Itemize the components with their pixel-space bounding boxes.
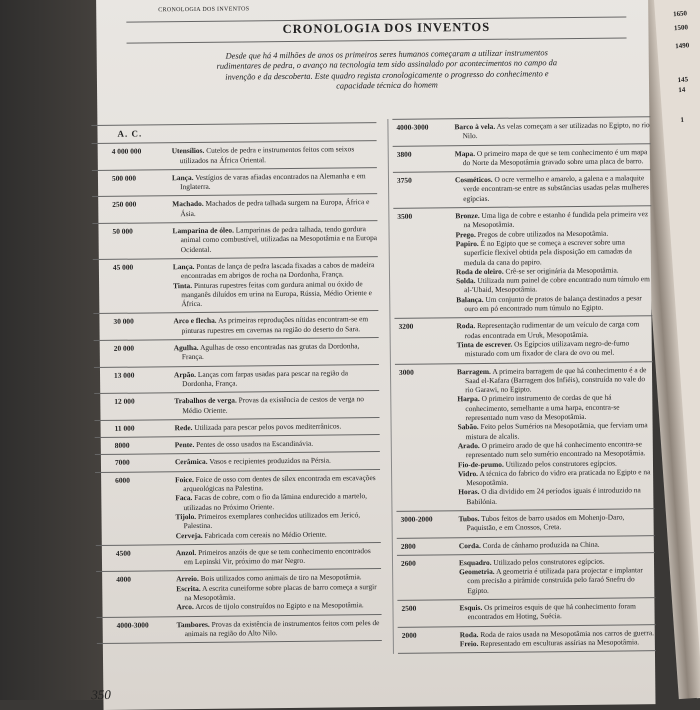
entry-items [459,512,655,533]
invention-name: Foice. [175,474,194,484]
invention-name: Barco à vela. [454,121,496,132]
entry-date: 4000-3000 [396,122,429,132]
entry-date: 3000-2000 [400,514,433,524]
entry-items [173,315,378,336]
invention-name: Tambores. [176,619,210,629]
entry-date: 3750 [396,175,412,186]
entry-items [456,320,652,359]
invention-name: Lança. [171,172,194,183]
invention-description: A primeira barragem de que há conhecimento é a de Saad el-Kafara (Barragem dos Infiéis), construída no vale do rio Garawi, no Egipto. [465,364,647,395]
invention-item [458,439,654,460]
invention-description: Corda de cânhamo produzida na China. [480,539,600,550]
entry-date: 3200 [398,322,414,332]
invention-item [456,237,652,267]
entry-items [174,394,379,415]
invention-description: Lanças com farpas usadas para pescar na região da Dordonha, França. [182,368,349,389]
invention-description: Utilizada num painel de cobre encontrado num túmulo em al-'Ubaid, Mesopotâmia. [464,274,650,295]
invention-name: Roda. [459,629,479,639]
invention-item [176,546,381,567]
entry-items [174,368,379,389]
invention-name: Machado. [172,199,204,209]
entry-items [459,539,655,550]
invention-description: Agulhas de osso encontradas nas grutas da Dordonha, França. [181,341,360,362]
entry-date: 8000 [114,440,130,450]
invention-description: Primeiros exemplares conhecidos utilizados em Jericó, Palestina. [183,510,361,531]
invention-description: Pontas de lança de pedra lascada fixadas a cabos de madeira encontradas em abrigos de rocha na Dordonha, França. [180,260,375,281]
invention-name: Roda. [456,321,476,331]
timeline-entry [393,169,651,208]
invention-name: Mapa. [454,148,476,158]
invention-item [175,491,380,512]
invention-item [456,320,652,341]
entry-items [173,260,378,309]
invention-description: Uma liga de cobre e estanho é fundida pela primeira vez na Mesopotâmia. [463,209,649,230]
invention-name: Anzol. [175,547,197,557]
entry-date: 4000-3000 [116,620,149,630]
invention-description: Fabricada com cereais no Médio Oriente. [202,529,327,540]
invention-name: Cerâmica. [174,457,208,467]
invention-description: Lamparinas de pedra talhada, tendo gordura animal como combustível, utilizadas na Mesopotâmia e na Europa Ocidental. [180,224,378,254]
entry-date: 2000 [401,630,417,640]
entry-items [175,438,380,449]
invention-name: Fio-de-prumo. [457,459,504,469]
invention-description: O primeiro arado de que há conhecimento encontra-se representado num selo sumério encontrado na Mesopotâmia. [465,439,646,460]
invention-description: Provas da existência de instrumentos feitos com peles de animais na região do Alto Nilo. [184,617,380,638]
entry-date: 7000 [114,458,130,468]
intro-paragraph: Desde que há 4 milhões de anos os primeiros seres humanos começaram a utilizar instrumentos rudimentares de pedra, o avanço na tecnologia tem sido assinalado por acontecimentos no campo da invenção e da descoberta. Este quadro regista cronologicamente o progresso do conhecimento e capacidade técnica do homem [216,48,558,91]
timeline-entry [92,194,377,224]
invention-description: Roda de raios usada na Mesopotâmia nos carros de guerra. [478,627,654,639]
invention-name: Horas. [458,487,480,497]
timeline-entry [92,220,377,259]
invention-item [457,365,653,395]
invention-item [454,120,650,141]
timeline-entry [92,167,377,197]
invention-name: Cosméticos. [454,175,493,185]
invention-name: Utensílios. [171,146,205,156]
entry-items [172,198,377,219]
invention-description: Foice de osso com dentes de sílex encontrada em escavações arqueológicas na Palestina. [183,472,376,494]
invention-item [458,486,654,507]
invention-item [177,618,382,639]
invention-item [175,421,380,432]
invention-description: As velas começam a ser utilizadas no Egipto, no rio Nilo. [462,120,650,141]
invention-item [459,539,655,550]
facing-date: 145 [677,75,689,85]
facing-date: 1 [680,115,685,125]
invention-name: Arpão. [173,369,197,379]
entry-items [455,173,651,203]
invention-name: Cerveja. [175,530,203,540]
invention-description: O ocre vermelho e amarelo, a galena e a malaquite verde encontram-se entre as substâncias usadas pelas mulheres egípcias. [463,173,649,203]
invention-name: Faca. [175,493,193,503]
invention-name: Corda. [458,540,481,550]
invention-item [455,173,651,203]
invention-description: Arcos de tijolo construídos no Egipto e na Mesopotâmia. [193,600,364,612]
invention-item [457,393,653,423]
invention-description: O primeiro instrumento de cordas de que há conhecimento, semelhante a uma harpa, encontra-se representado num vaso da Mesopotâmia. [465,393,620,423]
entry-date: 20 000 [113,343,135,353]
invention-name: Lamparina de óleo. [172,225,234,236]
invention-item [175,438,380,449]
invention-name: Prego. [455,229,476,239]
invention-description: O primeiro mapa de que se tem conhecimento é um mapa do Norte da Mesopotâmia gravado sobre uma placa de barro. [462,146,648,168]
entry-items [457,365,654,506]
invention-description: Crê-se ser originária da Mesopotâmia. [503,265,619,276]
invention-description: Representado em esculturas assírias na Mesopotâmia. [478,637,640,648]
entry-items [454,120,650,141]
page-title: CRONOLOGIA DOS INVENTOS [282,19,491,37]
timeline-column-left [91,122,381,644]
entry-date: 50 000 [112,226,133,236]
invention-description: Utilizada para pescar pelos povos mediterrânicos. [192,421,342,432]
timeline-entry [398,624,656,653]
invention-name: Rede. [174,422,193,433]
invention-item [174,368,379,389]
invention-item [175,473,380,494]
invention-item [455,209,651,230]
invention-name: Tubos. [458,513,480,524]
timeline-entry [96,542,381,572]
entry-date: 11 000 [114,423,135,433]
invention-description: Facas de cobre, com o fio da lâmina endurecido a martelo, utilizadas no Próximo Oriente. [183,491,368,512]
facing-date: 14 [678,85,686,95]
invention-item [173,315,378,336]
divider [127,37,627,43]
invention-description: Os primeiros esquis de que há conhecimento foram encontrados em Hoting, Suécia. [467,601,636,622]
invention-description: Provas da existência de cestos de verga no Médio Oriente. [182,394,364,415]
book-page [91,0,656,710]
invention-name: Tijolo. [175,511,197,522]
entry-items [459,556,655,595]
timeline-entry [397,552,655,600]
invention-description: Os Egípcios utilizavam negro-de-fumo misturado com um fixador de clara de ovo ou mel. [464,338,630,359]
timeline-entry [94,337,379,367]
timeline-entry [96,568,381,616]
entry-items [172,144,377,165]
timeline-entry [94,390,379,420]
invention-item [176,600,381,611]
invention-description: O dia dividido em 24 períodos iguais é introduzido na Babilónia. [466,485,641,506]
entry-items [176,572,381,611]
entry-date: 2800 [400,541,416,551]
invention-name: Barragem. [456,366,491,376]
running-header: CRONOLOGIA DOS INVENTOS [158,6,250,14]
invention-name: Roda de oleiro. [455,266,504,277]
invention-name: Sabão. [457,422,479,432]
invention-item [455,147,651,168]
invention-item [172,144,377,165]
timeline-entry [93,311,378,341]
invention-description: Pinturas rupestres feitas com gordura animal ou óxido de manganês diluídos em urina na Europa, Rússia, Médio Oriente e África. [181,278,372,309]
invention-item [174,394,379,415]
invention-description: Bois utilizados como animais de tiro na Mesopotâmia. [198,572,362,584]
facing-date: 1490 [675,41,690,51]
invention-item [175,510,380,531]
invention-item [458,420,654,441]
timeline-entry [392,116,650,145]
invention-description: Cutelos de pedra e instrumentos feitos com seixos utilizados na África Oriental. [179,144,355,165]
entry-date: 12 000 [114,396,135,407]
invention-name: Trabalhos de verga. [174,395,237,406]
invention-description: Utilizado pelos construtores egípcios. [503,458,617,469]
invention-description: Um conjunto de pratos de balança destinados a pesar ouro em pó encontrado num túmulo no Egipto. [464,293,642,314]
invention-item [174,341,379,362]
timeline-entry [393,205,652,318]
invention-name: Arco e flecha. [173,316,217,326]
invention-description: Primeiros anzóis de que se tem conhecimento encontrados em Lepinski Vir, próximo do mar Negro. [183,545,371,567]
invention-description: Tubos feitos de barro usados em Mohenjo-Daro, Paquistão, e em Cnossos, Creta. [466,512,625,533]
timeline-entry [94,364,379,394]
invention-item [172,198,377,219]
invention-description: A escrita cuneiforme sobre placas de barro começa a surgir na Mesopotâmia. [184,581,377,603]
invention-name: Vidro. [458,468,479,479]
invention-description: Utilizado pelos construtores egípcios. [491,556,605,567]
facing-date: 1500 [673,23,689,33]
page-number: 350 [91,686,111,703]
timeline-entry [93,256,379,313]
entry-items [455,209,652,313]
invention-name: Papiro. [455,238,479,249]
era-label: A. C. [91,122,376,143]
invention-name: Balança. [456,294,484,304]
entry-items [177,618,382,639]
timeline-entry [395,361,655,511]
timeline-entry [97,614,382,644]
invention-description: Feito pelos Sumérios na Mesopotâmia, que ferviam uma mistura de alcalis. [465,420,648,441]
entry-items [175,421,380,432]
invention-name: Esquadro. [458,557,492,568]
entry-items [175,473,381,540]
timeline-entry [393,143,651,172]
invention-name: Harpa. [457,394,480,404]
invention-description: As primeiras reproduções nítidas encontram-se em pinturas rupestres em cavernas na região do deserto do Sara. [181,314,369,335]
invention-name: Agulha. [173,342,199,353]
invention-item [457,338,653,359]
invention-name: Solda. [456,276,476,286]
invention-item [459,565,655,595]
invention-name: Bronze. [455,211,480,221]
invention-name: Pente. [174,440,195,450]
entry-items [176,546,381,567]
timeline-entry [397,597,655,626]
invention-description: A técnica do fabrico do vidro era praticada no Egipto e na Mesopotâmia. [466,467,651,488]
entry-items [174,341,379,362]
timeline-column-right [387,116,656,654]
invention-description: Representação rudimentar de um veículo de carga com rodas encontrada em Uruk, Mesopotâmia. [464,319,640,340]
entry-items [172,171,377,192]
entry-items [459,601,655,622]
entry-date: 4 000 000 [111,146,142,157]
entry-items [175,455,380,466]
invention-item [172,171,377,192]
invention-name: Arado. [457,440,480,451]
timeline-entry [394,316,652,364]
entry-date: 30 000 [113,317,134,327]
invention-item [173,260,378,281]
invention-name: Freio. [459,638,479,649]
invention-description: Pregos de cobre utilizados na Mesopotâmia. [475,228,609,239]
invention-name: Lança. [172,261,195,272]
entry-date: 6000 [115,475,130,485]
invention-item [172,224,377,254]
entry-date: 3500 [397,211,413,221]
invention-item [176,582,381,603]
timeline-entry [95,469,381,545]
invention-name: Geometria. [459,567,495,577]
invention-item [173,279,378,309]
invention-name: Tinta. [173,280,193,290]
invention-name: Arco. [176,602,194,612]
entry-date: 2500 [401,603,417,613]
timeline-entry [396,508,654,537]
invention-description: Vestígios de varas afiadas encontrados na Alemanha e em Inglaterra. [180,171,366,192]
timeline-entry [92,140,377,170]
invention-name: Esquis. [459,603,483,613]
invention-name: Arreio. [176,574,199,584]
entry-date: 4500 [115,548,131,558]
entry-items [172,224,377,254]
invention-item [456,293,652,314]
entry-date: 3000 [398,367,414,377]
invention-item [176,529,381,540]
invention-item [459,512,655,533]
entry-date: 2600 [400,558,416,568]
invention-item [460,637,656,648]
invention-description: Vasos e recipientes produzidos na Pérsia. [207,455,331,467]
entry-items [460,628,656,649]
invention-description: Pentes de osso usados na Escandinávia. [194,438,314,450]
invention-name: Tinta de escrever. [456,339,513,350]
invention-description: Machados de pedra talhada surgem na Europa, África e Ásia. [180,197,370,218]
invention-item [175,455,380,466]
entry-items [455,147,651,168]
entry-date: 250 000 [112,200,137,210]
invention-description: A geometria é utilizada para projectar e implantar com precisão a pirâmide construída pelo faraó Snefru do Egipto. [467,565,643,595]
entry-date: 4000 [116,575,132,585]
entry-date: 3800 [396,149,412,159]
invention-item [459,601,655,622]
invention-description: É no Egipto que se começa a escrever sobre uma superfície flexível obtida pela disposição em camadas da medula da cana do papiro. [463,237,632,267]
invention-item [456,274,652,295]
invention-name: Escrita. [176,583,201,593]
entry-date: 500 000 [111,173,137,183]
invention-item [458,467,654,488]
entry-date: 13 000 [113,370,135,380]
entry-date: 45 000 [112,262,134,272]
facing-date: 1650 [672,9,688,19]
